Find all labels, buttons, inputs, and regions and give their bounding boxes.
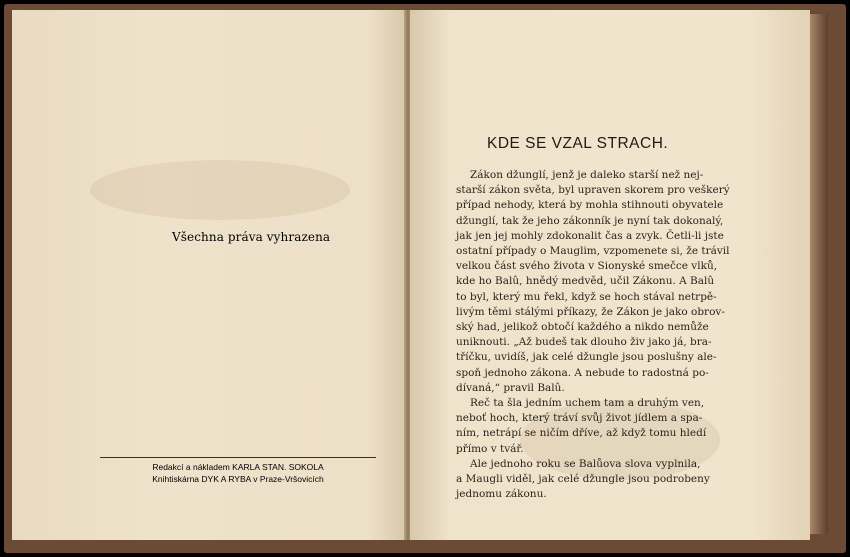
text-line: livým těmi stálými příkazy, že Zákon je jako obrov- bbox=[456, 305, 725, 318]
text-line: starší zákon světa, byl upraven skorem pro veškerý bbox=[456, 184, 730, 197]
text-line: jednomu zákonu. bbox=[456, 488, 547, 501]
text-line: Reč ta šla jedním uchem tam a druhým ven, bbox=[470, 397, 705, 410]
text-line: to byl, který mu řekl, když se hoch stával netrpě- bbox=[456, 290, 717, 303]
text-line: dívaná,“ pravil Balû. bbox=[456, 381, 565, 394]
text-line: případ nehody, která by mohla stihnouti obyvatele bbox=[456, 199, 724, 212]
rights-notice: Všechna práva vyhrazena bbox=[172, 230, 331, 244]
text-line: tříčku, uvidíš, jak celé džungle jsou poslušny ale- bbox=[456, 351, 717, 364]
text-line: Zákon džunglí, jenž je daleko starší než nej- bbox=[470, 169, 704, 181]
text-line: džunglí, tak že jeho zákonník je nyní tak dokonalý, bbox=[456, 214, 724, 227]
chapter-title: KDE SE VZAL STRACH. bbox=[487, 135, 669, 152]
imprint-line-publisher: Redakcí a nákladem KARLA STAN. SOKOLA bbox=[152, 462, 324, 472]
imprint-rule bbox=[100, 457, 376, 458]
text-line: přímo v tvář. bbox=[456, 442, 524, 455]
text-line: velkou část svého života v Sionyské smečce vlků, bbox=[456, 260, 718, 273]
text-line: uniknouti. „Až budeš tak dlouho živ jako já, bra- bbox=[456, 336, 712, 349]
imprint-line-printer: Knihtiskárna DYK A RYBA v Praze-Vršovicích bbox=[152, 474, 324, 484]
imprint bbox=[100, 461, 376, 485]
text-line: a Maugli viděl, jak celé džungle jsou podrobeny bbox=[456, 473, 710, 486]
chapter-body bbox=[456, 168, 750, 502]
text-line: ostatní případy o Mauglim, vzpomenete si, že trávil bbox=[456, 245, 730, 258]
text-line: jak jen jej mohly zdokonalit čas a zvyk. Četli-li jste bbox=[456, 229, 724, 242]
text-line: neboť hoch, který tráví svůj život jídlem a spa- bbox=[456, 412, 703, 425]
text-line: ním, netrápí se ničím dříve, až když tomu hledí bbox=[456, 427, 707, 440]
show-through-stain bbox=[90, 160, 350, 220]
text-line: ský had, jelikož obtočí každého a nikdo nemůže bbox=[456, 321, 709, 334]
text-line: spoň jednoho zákona. A nebude to radostná po- bbox=[456, 366, 709, 379]
page-fore-edge bbox=[810, 14, 828, 534]
text-line: kde ho Balû, hnědý medvěd, učil Zákonu. A Balû bbox=[456, 275, 715, 288]
text-line: Ale jednoho roku se Balůova slova vyplnila, bbox=[470, 457, 701, 470]
